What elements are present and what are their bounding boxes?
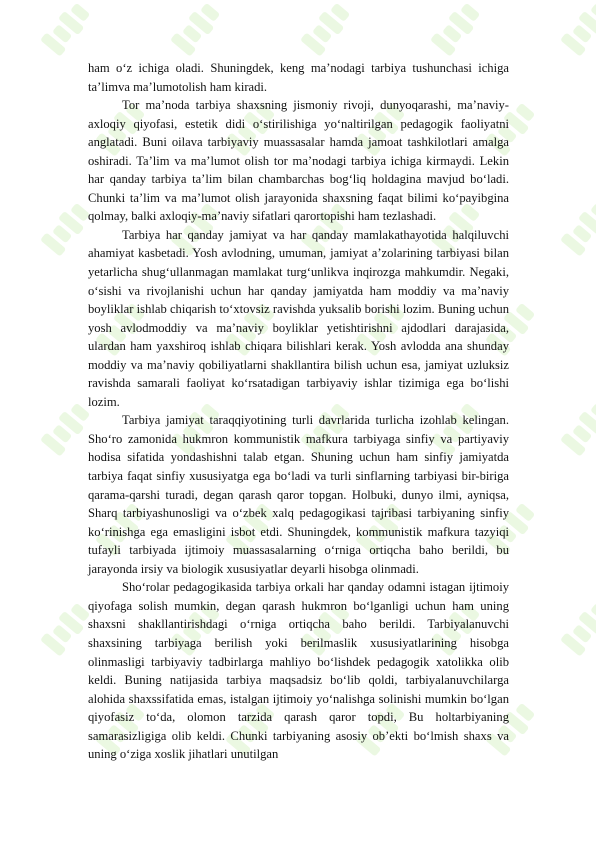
watermark-stroke <box>572 24 592 43</box>
paragraph-5: Sho‘rolar pedagogikasida tarbiya orkali har qanday odamni istagan ijtimoiy qiyofaga solish mumkin, degan qarash hukmron bo‘lganligi uchun ham uning shaxsni shakllantirishdagi o‘rniga ortiqcha baho berildi. Tarbiyalanuvchi shaxsining tarbiyaga berilish yoki berilmaslik xususiyatlarining hisobga olinmasligi tarbiyaviy tadbirlarga mahliyo bo‘lishdek pedagogik xatolikka olib keldi. Buning natijasida tarbiya maqsadsiz bo‘lib qoldi, tarbiyalanuvchilarga alohida shaxssifatida emas, istalgan ijtimoiy yo‘nalishga solinishi mumkin bo‘lgan qiyofasiz to‘da, olomon tarzida qarash qaror topdi, Bu holtarbiyaning samarasizligiga olib keldi. Chunki tarbiyaning asosiy ob’ekti bo‘lmish shaxs va uning o‘ziga xoslik jihatlari unutilgan <box>88 580 509 762</box>
watermark-stroke <box>330 3 350 22</box>
watermark-mark <box>430 0 483 57</box>
watermark-stroke <box>312 24 332 43</box>
watermark-mark <box>170 0 223 57</box>
watermark-stroke <box>578 211 596 235</box>
watermark-stroke <box>515 703 535 722</box>
watermark-stroke <box>58 211 84 235</box>
watermark-stroke <box>52 424 72 443</box>
watermark-stroke <box>578 11 596 35</box>
paragraph-3: Tarbiya har qanday jamiyat va har qanday mamlakathayotida halqiluvchi ahamiyat kasbetadi. Yosh avlodning, umuman, jamiyat a’zolarining tarbiyasi bilan yetarlicha shug‘ullanmagan mamlakat turg‘unlikva inqirozga mahkumdir. Negaki, o‘sishi va rivojlanishi uchun har qanday jamiyatda ham moddiy va ma’naviy boyliklar ishlab chiqarish to‘xtovsiz ravishda yuksalib borishi lozim. Buning uchun yosh avlodmoddiy va ma’naviy boyliklar yetishtirishni ajdodlari darajasida, ulardan ham yaxshiroq ishlab chiqara bilishlari kerak. Yosh avlodda ana shunday moddiy va ma’naviy qobiliyatlarni shakllantira bilish uchun esa, jamiyat uzluksiz ravishda samarali faoliyat ko‘rsatadigan tarbiyaviy ishlar tizimiga ega bo‘lishi lozim. <box>88 227 509 409</box>
watermark-stroke <box>560 432 586 456</box>
watermark-stroke <box>560 32 586 56</box>
watermark-stroke <box>442 24 462 43</box>
watermark-stroke <box>572 624 592 643</box>
watermark-stroke <box>58 611 84 635</box>
watermark-stroke <box>590 403 596 422</box>
watermark-stroke <box>70 3 90 22</box>
watermark-stroke <box>515 103 535 122</box>
watermark-stroke <box>515 503 535 522</box>
watermark-stroke <box>430 32 456 56</box>
paragraph-1: ham o‘z ichiga oladi. Shuningdek, keng ma’nodagi tarbiya tushunchasi ichiga ta’limva ma’lumotolish ham kiradi. <box>88 61 509 94</box>
watermark-stroke <box>40 632 66 656</box>
watermark-stroke <box>448 11 474 35</box>
watermark-stroke <box>40 232 66 256</box>
watermark-stroke <box>590 203 596 222</box>
watermark-mark <box>560 400 596 457</box>
watermark-stroke <box>300 32 326 56</box>
watermark-stroke <box>40 32 66 56</box>
watermark-stroke <box>572 224 592 243</box>
watermark-stroke <box>58 411 84 435</box>
watermark-mark <box>560 600 596 657</box>
watermark-stroke <box>188 11 214 35</box>
watermark-stroke <box>170 32 196 56</box>
watermark-stroke <box>318 11 344 35</box>
watermark-stroke <box>182 24 202 43</box>
watermark-stroke <box>460 3 480 22</box>
watermark-mark <box>560 200 596 257</box>
watermark-stroke <box>590 603 596 622</box>
watermark-stroke <box>200 3 220 22</box>
document-page-body <box>88 59 509 764</box>
watermark-mark <box>300 0 353 57</box>
watermark-stroke <box>52 24 72 43</box>
watermark-stroke <box>560 632 586 656</box>
watermark-stroke <box>515 303 535 322</box>
watermark-stroke <box>52 624 72 643</box>
paragraph-4: Tarbiya jamiyat taraqqiyotining turli davrlarida turlicha izohlab kelingan. Sho‘ro zamonida hukmron kommunistik mafkura tarbiyaga sinfiy va partiyaviy hodisa sifatida yondashishni talab etgan. Shuning uchun ham sinfiy jamiyatda tarbiya faqat sinfiy xususiyatga ega bo‘ladi va turli sinflarning tarbiyasi bir-biriga qarama-qarshi turadi, degan qarash qaror topgan. Holbuki, dunyo ilmi, ayniqsa, Sharq tarbiyashunosligi va o‘zbek xalq pedagogikasi tajribasi tarbiyaning sinfiy ko‘rinishga ega emasligini isbot etdi. Shuningdek, kommunistik mafkura tazyiqi tufayli tarbiyada ijtimoiy muassasalarning o‘rniga ortiqcha baho berildi, bu jarayonda irsiy va biologik xususiyatlar deyarli hisobga olinmadi. <box>88 413 509 576</box>
watermark-stroke <box>578 611 596 635</box>
watermark-mark <box>40 600 93 657</box>
watermark-stroke <box>578 411 596 435</box>
watermark-mark <box>560 0 596 57</box>
watermark-stroke <box>58 11 84 35</box>
watermark-stroke <box>52 224 72 243</box>
watermark-stroke <box>572 424 592 443</box>
watermark-mark <box>40 0 93 57</box>
watermark-stroke <box>560 232 586 256</box>
watermark-mark <box>40 400 93 457</box>
paragraph-2: Tor ma’noda tarbiya shaxsning jismoniy rivoji, dunyoqarashi, ma’naviy-axloqiy qiyofasi, estetik didi o‘stirilishiga yo‘naltirilgan pedagogik faoliyatni anglatadi. Buni oilava tarbiyaviy muassasalar hamda jamoat tashkilotlari amalga oshiradi. Ta’lim va ma’lumot olish tor ma’nodagi tarbiya ichiga kirmaydi. Lekin har qanday tarbiya ta’lim bilan chambarchas bog‘liq holdagina mavjud bo‘ladi. Chunki ta’lim va ma’lumot olish jarayonida shaxsning faqat bilimi ko‘payibgina qolmay, balki axloqiy-ma’naviy sifatlari qarortopishi ham tezlashadi. <box>88 98 509 224</box>
watermark-stroke <box>40 432 66 456</box>
watermark-stroke <box>590 3 596 22</box>
watermark-mark <box>40 200 93 257</box>
